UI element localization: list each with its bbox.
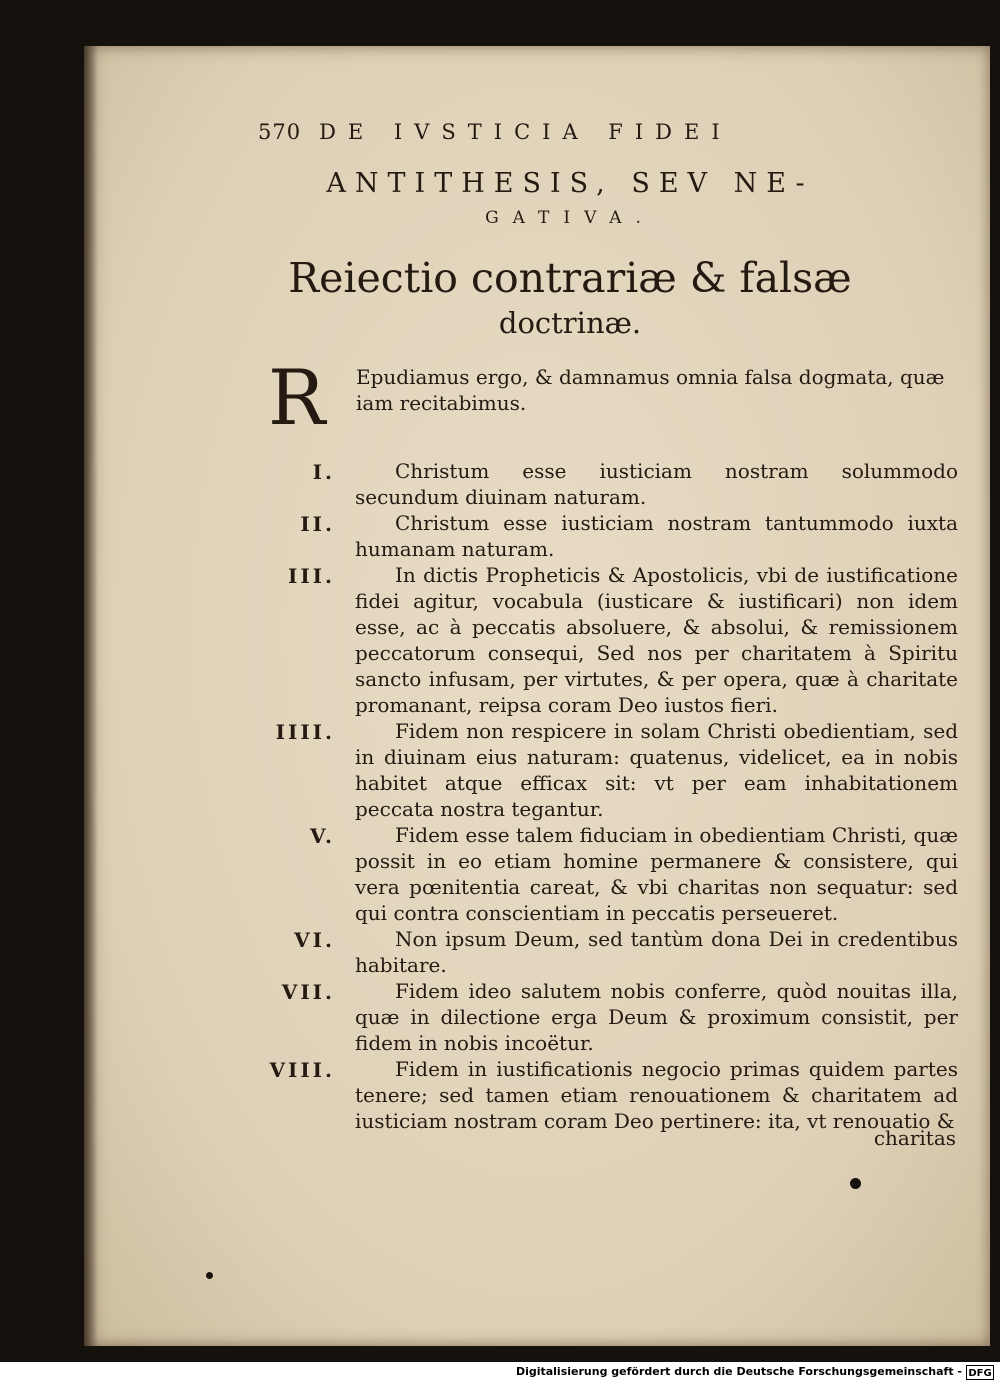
entry-numeral: VIII.: [269, 1058, 335, 1082]
entry-numeral: VI.: [294, 928, 335, 952]
entry-text: Fidem non respicere in solam Christi obedientiam, sed in diuinam eius naturam: quatenus, videlicet, ea in nobis habitet atque efficax sit: vt per eam inhabitationem peccata nostra tegantur.: [355, 719, 958, 821]
entry-text: Fidem ideo salutem nobis conferre, quòd nouitas illa, quæ in dilectione erga Deum & proximum consistit, per fidem in nobis incoëtur.: [355, 979, 958, 1055]
page-gutter: [84, 46, 98, 1346]
funding-notice: Digitalisierung gefördert durch die Deutsche Forschungsgemeinschaft -: [515, 1365, 962, 1378]
entry-text: Christum esse iusticiam nostram solummodo secundum diuinam naturam.: [355, 459, 958, 509]
entry-text: Fidem in iustificationis negocio primas quidem partes tenere; sed tamen etiam renouationem & charitatem ad iusticiam nostram coram Deo pertinere: ita, vt renouatio &: [355, 1057, 958, 1133]
catchword: charitas: [873, 1126, 956, 1150]
entry-numeral: II.: [300, 512, 335, 536]
entry-numeral: VII.: [281, 980, 335, 1004]
entry-numeral: I.: [312, 460, 335, 484]
drop-cap: R: [268, 353, 326, 442]
entry-numeral: V.: [310, 824, 335, 848]
section-heading-line1: ANTITHESIS, SEV NE-: [326, 168, 814, 199]
page-number: 570: [258, 120, 302, 144]
ink-spot: [206, 1272, 213, 1279]
ink-spot: [850, 1178, 861, 1189]
entry-numeral: IIII.: [275, 720, 335, 744]
section-heading-line2: GATIVA.: [485, 208, 655, 228]
running-head: [258, 120, 818, 144]
running-title: DE IVSTICIA FIDEI: [319, 120, 732, 144]
entry-numeral: III.: [287, 564, 335, 588]
footer-bar: [0, 1362, 1000, 1384]
subtitle-line1: Reiectio contrariæ & falsæ: [288, 254, 852, 302]
entry-text: In dictis Propheticis & Apostolicis, vbi de iustificatione fidei agitur, vocabula (iusticare & iustificari) non idem esse, ac à peccatis absoluere, & absolui, & remissionem peccatorum consequi, Sed nos per charitatem à Spiritu sancto infusam, per virtutes, & per opera, quæ à charitate promanant, reipsa coram Deo iustos fieri.: [355, 563, 958, 717]
dfg-logo: DFG: [966, 1365, 994, 1380]
entry-text: Christum esse iusticiam nostram tantummodo iuxta humanam naturam.: [355, 511, 958, 561]
entry-text: Non ipsum Deum, sed tantùm dona Dei in credentibus habitare.: [355, 927, 958, 977]
entry-text: Fidem esse talem fiduciam in obedientiam Christi, quæ possit in eo etiam homine permanere & consistere, qui vera pœnitentia careat, & vbi charitas non sequatur: sed qui contra conscientiam in peccatis perseueret.: [355, 823, 958, 925]
intro-paragraph: Epudiamus ergo, & damnamus omnia falsa dogmata, quæ iam recitabimus.: [356, 365, 945, 415]
subtitle-line2: doctrinæ.: [498, 306, 642, 340]
